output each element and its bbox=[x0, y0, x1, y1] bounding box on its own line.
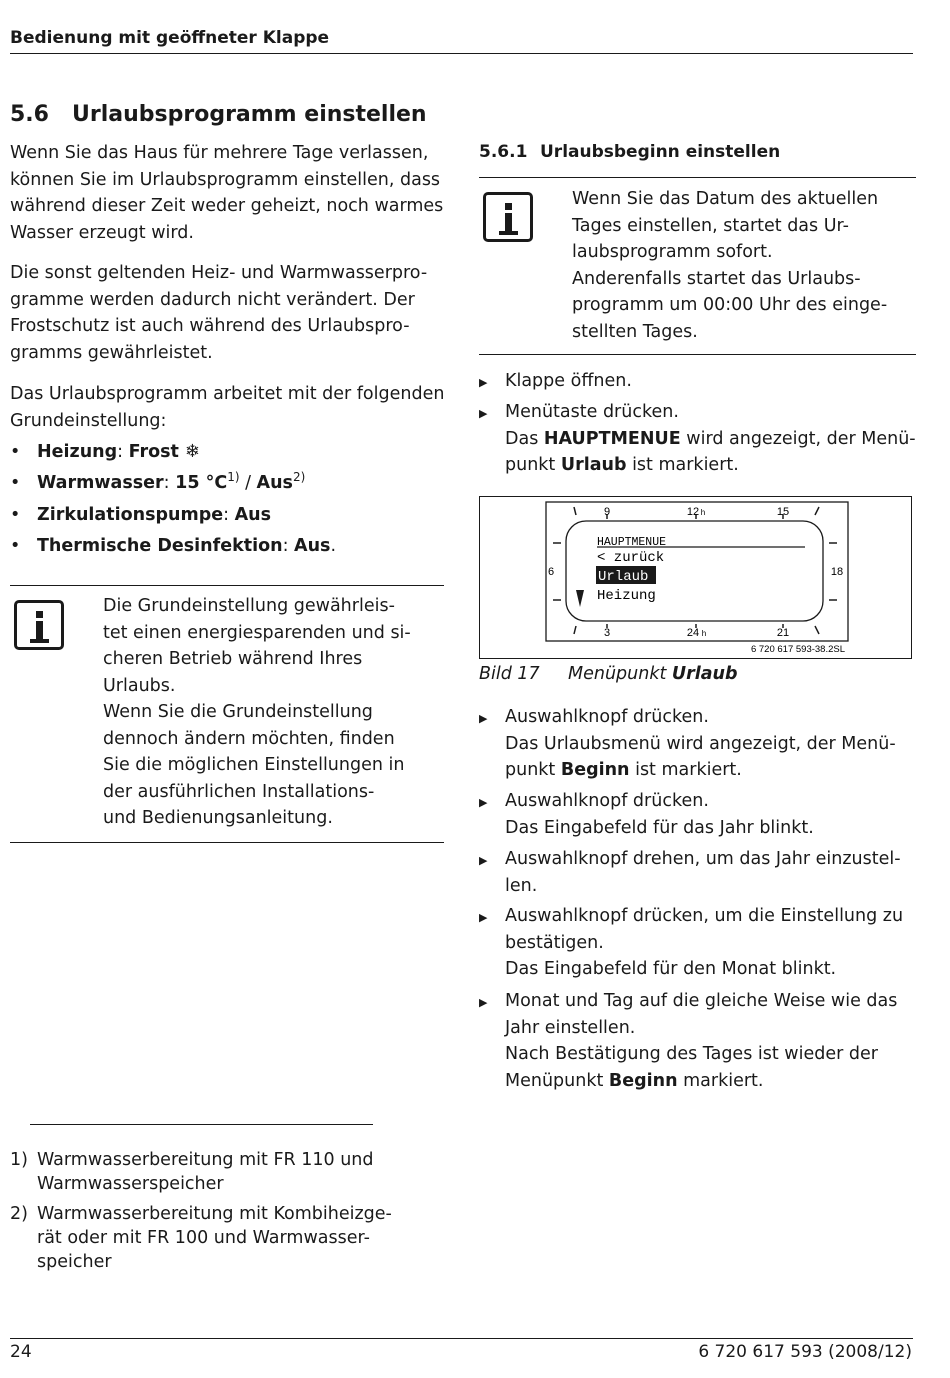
clock-label: 12 bbox=[686, 506, 700, 518]
running-header: Bedienung mit geöffneter Klappe bbox=[10, 28, 330, 48]
snowflake-icon: ❄ bbox=[184, 441, 200, 462]
step-arrow-icon: ▶ bbox=[479, 796, 488, 809]
info-icon bbox=[483, 192, 533, 242]
clock-label: 21 bbox=[776, 627, 790, 639]
subsection-heading: 5.6.1 Urlaubsbeginn einstellen bbox=[479, 142, 781, 162]
step-open-flap: Klappe öffnen. bbox=[505, 371, 632, 391]
clock-label: h bbox=[700, 508, 706, 517]
footnote-rule bbox=[30, 1124, 373, 1125]
clock-label: 18 bbox=[830, 566, 844, 578]
bullet-desinfektion: • Thermische Desinfektion: Aus. bbox=[10, 536, 337, 556]
section-title: Urlaubsprogramm einstellen bbox=[72, 102, 427, 127]
intro-paragraph: Wenn Sie das Haus für mehrere Tage verlassen, können Sie im Urlaubsprogramm einstellen, dass während dieser Zeit weder geheizt, noch warmes Wasser erzeugt wird. bbox=[10, 143, 444, 243]
display-illustration bbox=[480, 497, 911, 658]
step-arrow-icon: ▶ bbox=[479, 712, 488, 725]
document-number: 6 720 617 593 (2008/12) bbox=[698, 1342, 912, 1362]
info-note-left: Die Grundeinstellung gewährleis- tet einen energiesparenden und si- cheren Betrieb während Ihres Urlaubs. Wenn Sie die Grundeinstellung dennoch ändern möchten, finden Sie die möglichen Einstellungen in der ausführlichen Installations- und Bedienungsanleitung. bbox=[103, 596, 411, 828]
bullet-zirkulationspumpe: • Zirkulationspumpe: Aus bbox=[10, 505, 271, 525]
step-knob-confirm: Auswahlknopf drücken, um die Einstellung zu bestätigen. Das Eingabefeld für den Monat blinkt. bbox=[505, 906, 904, 979]
step-menu-key: Menütaste drücken. Das HAUPTMENUE wird angezeigt, der Menü- punkt Urlaub ist markiert. bbox=[505, 402, 916, 475]
step-month-day: Monat und Tag auf die gleiche Weise wie das Jahr einstellen. Nach Bestätigung des Tages ist wieder der Menüpunkt Beginn markiert. bbox=[505, 991, 898, 1091]
display-menu-title: HAUPTMENUE bbox=[597, 536, 667, 549]
display-figure bbox=[479, 496, 912, 659]
scroll-down-icon bbox=[576, 590, 584, 607]
bullet-heizung: • Heizung: Frost ❄ bbox=[10, 441, 200, 462]
info-icon bbox=[14, 600, 64, 650]
step-knob-press-2: Auswahlknopf drücken. Das Eingabefeld für das Jahr blinkt. bbox=[505, 791, 814, 838]
display-menu-heizung: Heizung bbox=[597, 588, 656, 604]
step-arrow-icon: ▶ bbox=[479, 376, 488, 389]
footnote-2: 2) Warmwasserbereitung mit Kombiheizge- rät oder mit FR 100 und Warmwasser- speicher bbox=[10, 1204, 392, 1272]
clock-label: 6 bbox=[547, 566, 555, 578]
clock-label: 15 bbox=[776, 506, 790, 518]
step-arrow-icon: ▶ bbox=[479, 407, 488, 420]
clock-label: h bbox=[701, 629, 707, 638]
step-arrow-icon: ▶ bbox=[479, 996, 488, 1009]
figure-reference: 6 720 617 593-38.2SL bbox=[750, 644, 845, 655]
page-number: 24 bbox=[10, 1342, 32, 1362]
display-menu-back: < zurück bbox=[597, 550, 665, 566]
info-box-bottom-rule bbox=[10, 842, 444, 843]
figure-caption: Bild 17 Menüpunkt Urlaub bbox=[479, 664, 738, 684]
clock-label: 9 bbox=[603, 506, 611, 518]
section-number: 5.6 bbox=[10, 102, 49, 127]
default-settings-paragraph: Das Urlaubsprogramm arbeitet mit der folgenden Grundeinstellung: bbox=[10, 384, 445, 431]
header-rule bbox=[10, 53, 913, 54]
step-arrow-icon: ▶ bbox=[479, 911, 488, 924]
clock-label: 3 bbox=[603, 627, 611, 639]
info-note-right-rule bbox=[479, 354, 916, 355]
subsection-rule bbox=[479, 177, 916, 178]
step-knob-turn-year: Auswahlknopf drehen, um das Jahr einzustel- len. bbox=[505, 849, 901, 896]
step-knob-press-1: Auswahlknopf drücken. Das Urlaubsmenü wird angezeigt, der Menü- punkt Beginn ist markiert. bbox=[505, 707, 896, 780]
footer-rule bbox=[10, 1338, 913, 1339]
step-arrow-icon: ▶ bbox=[479, 854, 488, 867]
info-note-right: Wenn Sie das Datum des aktuellen Tages einstellen, startet das Ur- laubsprogramm sofort. Anderenfalls startet das Urlaubs- programm um 00:00 Uhr des einge- stellten Tages. bbox=[572, 189, 888, 342]
footnote-1: 1) Warmwasserbereitung mit FR 110 und Warmwasserspeicher bbox=[10, 1150, 374, 1194]
programs-paragraph: Die sonst geltenden Heiz- und Warmwasserpro- gramme werden dadurch nicht verändert. Der Frostschutz ist auch während des Urlaubspro- gramms gewährleistet. bbox=[10, 263, 428, 363]
info-box-top-rule bbox=[10, 585, 444, 586]
bullet-warmwasser: • Warmwasser: 15 $^\circ C^{1)} / Aus^{2)}$ bbox=[10, 470, 306, 493]
display-menu-urlaub-selected: Urlaub bbox=[598, 569, 649, 585]
section-heading bbox=[10, 102, 427, 127]
clock-label: 24 bbox=[686, 627, 700, 639]
